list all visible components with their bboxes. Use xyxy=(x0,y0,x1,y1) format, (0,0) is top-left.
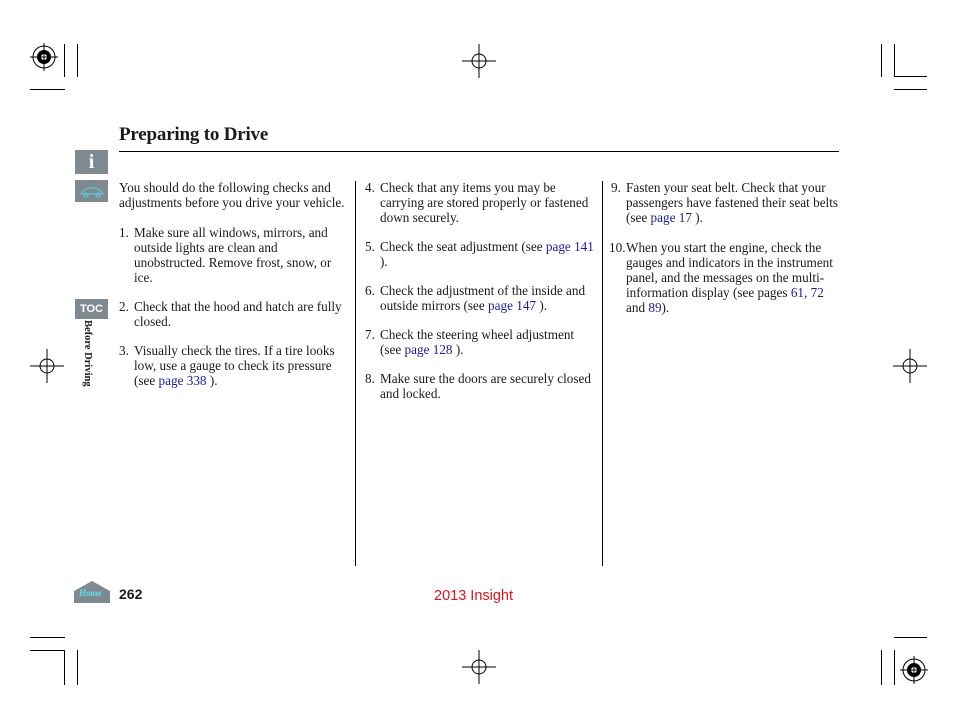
title-divider xyxy=(119,151,839,152)
intro-paragraph: You should do the following checks and adjustments before you drive your vehicle. xyxy=(119,180,345,210)
page-link[interactable]: page 338 xyxy=(158,373,207,388)
column-1 xyxy=(119,180,349,388)
registration-target-icon xyxy=(900,656,928,684)
registration-target-icon xyxy=(30,43,64,73)
toc-label: TOC xyxy=(79,303,104,315)
list-item: 3. Visually check the tires. If a tire looks low, use a gauge to check its pressure (see page 338 ). xyxy=(119,343,335,388)
vehicle-button[interactable] xyxy=(75,180,108,202)
page-link[interactable]: page 17 xyxy=(650,210,692,225)
home-button[interactable] xyxy=(74,580,110,608)
toc-button[interactable] xyxy=(75,299,108,319)
column-2 xyxy=(365,180,595,401)
page-link[interactable]: page 128 xyxy=(404,342,453,357)
crosshair-icon xyxy=(462,44,496,78)
page-link[interactable]: page 147 xyxy=(488,298,537,313)
list-item: 7. Check the steering wheel adjustment (see page 128 ). xyxy=(365,327,575,357)
info-button[interactable] xyxy=(75,150,108,174)
page-number: 262 xyxy=(119,586,143,602)
list-item: 1. Make sure all windows, mirrors, and outside lights are clean and unobstructed. Remove frost, snow, or ice. xyxy=(119,225,332,285)
column-divider xyxy=(355,181,356,566)
list-item: 4. Check that any items you may be carrying are stored properly or fastened down securely. xyxy=(365,180,589,225)
column-3 xyxy=(611,180,843,315)
page-link[interactable]: 89 xyxy=(648,300,662,315)
page-link[interactable]: 72 xyxy=(810,285,824,300)
crosshair-icon xyxy=(30,349,64,383)
home-label: Home xyxy=(79,588,102,598)
page-link[interactable]: 61 xyxy=(790,285,804,300)
section-label: Before Driving xyxy=(82,320,93,387)
list-item: 8. Make sure the doors are securely closed and locked. xyxy=(365,371,591,401)
list-item: 5. Check the seat adjustment (see page 141 ). xyxy=(365,239,594,269)
page-link[interactable]: page 141 xyxy=(545,239,594,254)
list-item: 10. When you start the engine, check the gauges and indicators in the instrument panel, and the messages on the multi-information display (see pages 61, 72 and 89). xyxy=(609,240,833,315)
crosshair-icon xyxy=(462,650,496,684)
column-divider xyxy=(602,181,603,566)
info-icon: i xyxy=(88,150,95,173)
car-icon xyxy=(75,180,108,202)
list-item: 2. Check that the hood and hatch are fully closed. xyxy=(119,299,342,329)
list-item: 6. Check the adjustment of the inside and outside mirrors (see page 147 ). xyxy=(365,283,586,313)
crosshair-icon xyxy=(893,349,927,383)
page-title: Preparing to Drive xyxy=(119,124,269,145)
footer-model: 2013 Insight xyxy=(434,588,514,604)
list-item: 9. Fasten your seat belt. Check that your passengers have fastened their seat belts (see page 17 ). xyxy=(611,180,839,225)
